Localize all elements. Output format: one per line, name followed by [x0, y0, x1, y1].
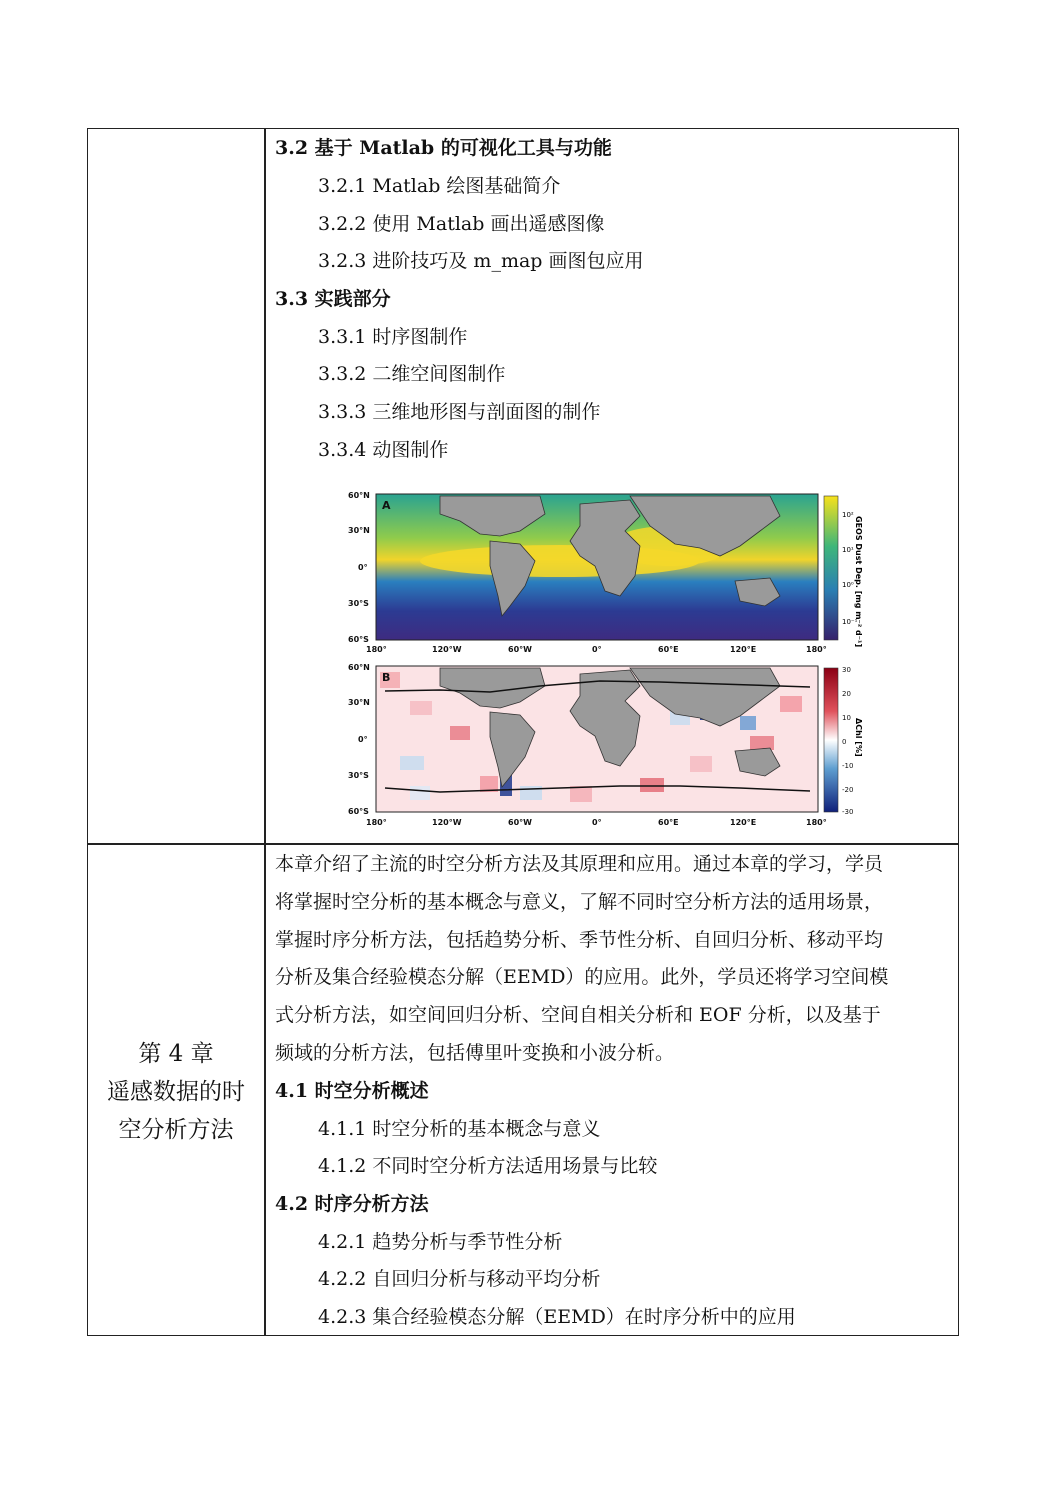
lat-tick: 30°S — [348, 771, 369, 780]
section-4-2-3: 4.2.3 集合经验模态分解（EEMD）在时序分析中的应用 — [318, 1306, 796, 1328]
section-3-2-heading: 3.2 基于 Matlab 的可视化工具与功能 — [275, 137, 612, 159]
chapter-4-intro-line: 分析及集合经验模态分解（EEMD）的应用。此外，学员还将学习空间模 — [275, 966, 889, 988]
chapter-4-number: 第 4 章 — [138, 1041, 214, 1067]
panel-b-label: B — [382, 671, 391, 684]
lat-tick: 60°S — [348, 807, 369, 816]
lon-tick: 60°W — [508, 645, 532, 654]
lat-tick: 0° — [358, 563, 368, 572]
lon-tick: 120°E — [730, 818, 757, 827]
section-4-2-heading: 4.2 时序分析方法 — [275, 1193, 429, 1215]
lat-tick: 0° — [358, 735, 368, 744]
section-4-2-2: 4.2.2 自回归分析与移动平均分析 — [318, 1268, 601, 1290]
lat-tick: 60°S — [348, 635, 369, 644]
panel-a-colorbar — [824, 496, 838, 640]
panel-a-map — [376, 494, 818, 640]
lon-tick: 60°E — [658, 818, 679, 827]
section-3-2-3: 3.2.3 进阶技巧及 m_map 画图包应用 — [318, 250, 644, 272]
chapter-4-intro-line: 掌握时序分析方法，包括趋势分析、季节性分析、自回归分析、移动平均 — [275, 929, 884, 951]
panel-b-colorbar — [824, 668, 838, 812]
panel-b-cb-tick: 20 — [842, 690, 851, 698]
lon-tick: 180° — [366, 645, 387, 654]
lon-tick: 180° — [806, 818, 827, 827]
section-3-3-4: 3.3.4 动图制作 — [318, 439, 449, 461]
panel-a-cb-tick: 10¹ — [842, 546, 854, 554]
section-3-2-1: 3.2.1 Matlab 绘图基础简介 — [318, 175, 561, 197]
lat-tick: 30°N — [348, 526, 370, 535]
chapter-4-intro-line: 将掌握时空分析的基本概念与意义，了解不同时空分析方法的适用场景， — [275, 891, 884, 913]
lon-tick: 180° — [806, 645, 827, 654]
panel-b-cb-tick: 30 — [842, 666, 851, 674]
chapter-4-intro-line: 式分析方法，如空间回归分析、空间自相关分析和 EOF 分析，以及基于 — [275, 1004, 881, 1026]
panel-a-colorbar-label: GEOS Dust Dep. [mg m⁻² d⁻¹] — [854, 516, 863, 648]
lat-tick: 30°N — [348, 698, 370, 707]
panel-b-map — [376, 666, 818, 812]
lon-tick: 60°W — [508, 818, 532, 827]
section-3-2-2: 3.2.2 使用 Matlab 画出遥感图像 — [318, 213, 605, 235]
dust-chlorophyll-map-figure — [340, 486, 863, 831]
chapter-4-intro-line: 频域的分析方法，包括傅里叶变换和小波分析。 — [275, 1042, 675, 1064]
table-row-divider — [87, 843, 959, 845]
section-3-3-heading: 3.3 实践部分 — [275, 288, 391, 310]
lon-tick: 180° — [366, 818, 387, 827]
table-column-divider — [264, 128, 266, 1336]
lon-tick: 0° — [592, 645, 602, 654]
lon-tick: 120°W — [432, 818, 462, 827]
lat-tick: 30°S — [348, 599, 369, 608]
panel-b-colorbar-label: ΔChl [%] — [854, 718, 863, 757]
section-4-1-2: 4.1.2 不同时空分析方法适用场景与比较 — [318, 1155, 658, 1177]
section-4-1-heading: 4.1 时空分析概述 — [275, 1080, 429, 1102]
panel-a-cb-tick: 10⁰ — [842, 581, 854, 589]
chapter-4-title-line1: 遥感数据的时 — [107, 1079, 245, 1105]
section-3-3-2: 3.3.2 二维空间图制作 — [318, 363, 506, 385]
lon-tick: 60°E — [658, 645, 679, 654]
section-3-3-3: 3.3.3 三维地形图与剖面图的制作 — [318, 401, 601, 423]
lat-tick: 60°N — [348, 663, 370, 672]
chapter-4-title-line2: 空分析方法 — [118, 1117, 234, 1143]
panel-b-cb-tick: -20 — [842, 786, 854, 794]
panel-b-cb-tick: -10 — [842, 762, 854, 770]
panel-a-label: A — [382, 499, 391, 512]
lon-tick: 120°E — [730, 645, 757, 654]
lon-tick: 120°W — [432, 645, 462, 654]
panel-a-cb-tick: 10² — [842, 511, 854, 519]
panel-b-cb-tick: 0 — [842, 738, 847, 746]
chapter-4-intro-line: 本章介绍了主流的时空分析方法及其原理和应用。通过本章的学习，学员 — [275, 853, 884, 875]
lat-tick: 60°N — [348, 491, 370, 500]
lon-tick: 0° — [592, 818, 602, 827]
section-3-3-1: 3.3.1 时序图制作 — [318, 326, 468, 348]
section-4-1-1: 4.1.1 时空分析的基本概念与意义 — [318, 1118, 601, 1140]
panel-b-cb-tick: -30 — [842, 808, 854, 816]
panel-a-cb-tick: 10⁻¹ — [842, 618, 858, 626]
panel-b-cb-tick: 10 — [842, 714, 851, 722]
section-4-2-1: 4.2.1 趋势分析与季节性分析 — [318, 1231, 563, 1253]
